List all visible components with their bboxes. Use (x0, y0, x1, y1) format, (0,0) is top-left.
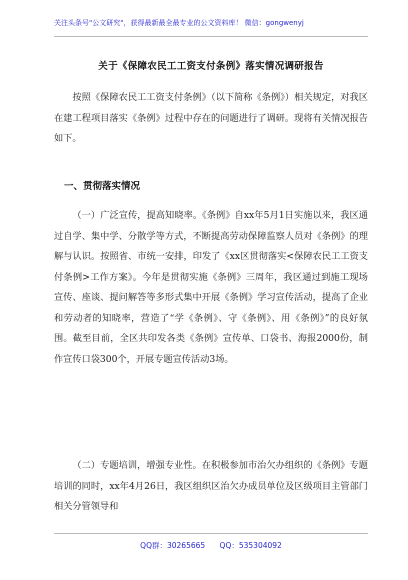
body-paragraph: （二）专题培训，增强专业性。在积极参加市治欠办组织的《条例》专题培训的同时，xx年4月26日，我区组织区治欠办成员单位及区级项目主管部门相关分管领导和 (54, 460, 368, 512)
footer (54, 540, 368, 551)
footer-qq-group: QQ群：30265665 (140, 541, 206, 550)
document-title: 关于《保障农民工工资支付条例》落实情况调研报告 (98, 61, 324, 72)
footer-qq: QQ：535304092 (219, 541, 282, 550)
footer-divider (54, 533, 368, 534)
section-heading: 一、贯彻落实情况 (64, 181, 141, 192)
header-banner: 关注头条号"公文研究"，获得最新最全最专业的公文资料库！ 微信：gongwenyj (54, 19, 304, 27)
intro-paragraph: 按照《保障农民工工资支付条例》（以下简称《条例》）相关规定，对我区在建工程项目落实《条例》过程中存在的问题进行了调研。现将有关情况报告如下。 (54, 92, 368, 144)
body-paragraph: （一）广泛宣传，提高知晓率。《条例》自xx年5月1日实施以来，我区通过自学、集中学、分散学等方式，不断提高劳动保障监察人员对《条例》的理解与认识。按照省、市统一安排，印发了《xx区贯彻落实<保障农民工工资支付条例>工作方案》。今年是贯彻实施《条例》三周年，我区通过到施工现场宣传、座谈、提问解答等多形式集中开展《条例》学习宣传活动，提高了企业和劳动者的知晓率，营造了“学《条例》、守《条例》、用《条例》”的良好氛围。截至目前，全区共印发各类《条例》宣传单、口袋书、海报2000份，制作宣传口袋300个，开展专题宣传活动3场。 (54, 210, 368, 365)
header-divider (54, 36, 368, 37)
